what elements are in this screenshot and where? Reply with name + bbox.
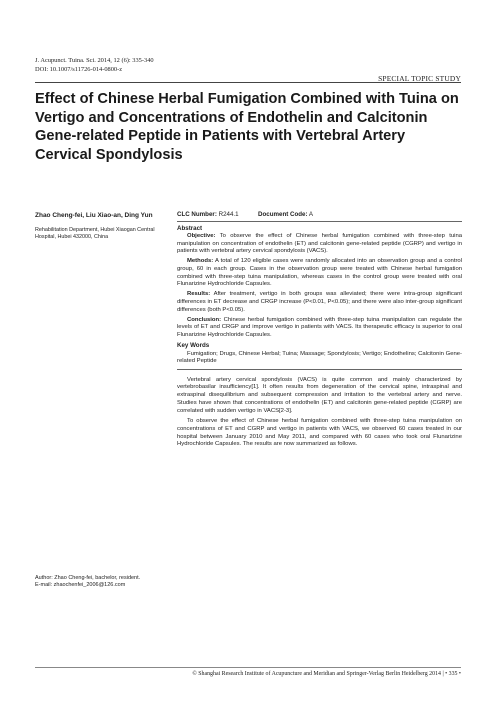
main-column: [177, 211, 462, 452]
methods-label: Methods:: [187, 258, 214, 265]
abstract-conclusion: [177, 317, 462, 340]
abstract-heading: Abstract: [177, 224, 203, 232]
doi: DOI: 10.1007/s11726-014-0800-z: [35, 65, 123, 73]
results-label: Results:: [187, 291, 211, 298]
abstract-divider: [177, 369, 462, 370]
journal-citation: J. Acupunct. Tuina. Sci. 2014, 12 (6): 335-340: [35, 57, 154, 64]
keywords-text: Fumigation; Drugs, Chinese Herbal; Tuina; Massage; Spondylosis; Vertigo; Endothelins; Calcitonin Gene-related Peptide: [177, 350, 462, 365]
methods-text: A total of 120 eligible cases were randomly allocated into an observation group and a control group, 60 in each group. Cases in the observation group were treated with Chinese herbal fumigation combined with three-step tuina manipulation, whereas cases in the control group were treated with oral Flunarizine Hydrochloride Capsules.: [177, 258, 463, 288]
abstract-results: [177, 291, 462, 314]
section-label: SPECIAL TOPIC STUDY: [378, 74, 461, 83]
article-title: Effect of Chinese Herbal Fumigation Combined with Tuina on Vertigo and Concentrations of Endothelin and Calcitonin Gene-related Peptide in Patients with Vertebral Artery Cervical Spondylosis: [35, 91, 459, 163]
author-column: [35, 212, 165, 241]
body-paragraph-2: To observe the effect of Chinese herbal fumigation combined with three-step tuina manipulation on concentrations of ET and CGRP and vertigo in patients with VACS, we observed 60 cases treated in our hospital between January 2010 and May 2011, and compared with 60 cases who took oral Flunarizine Hydrochloride Capsules. The results are now summarized as follows.: [177, 418, 462, 448]
author-note: Author: Zhao Cheng-fei, bachelor, resident.: [35, 575, 141, 581]
doc-code-value: A: [308, 211, 314, 218]
doc-code-label: Document Code:: [258, 211, 308, 218]
keywords-heading: Key Words: [177, 341, 210, 349]
body-paragraph-1: Vertebral artery cervical spondylosis (VACS) is quite common and mainly characterized by vertebrobasilar insufficiency[1]. It often results from degeneration of the cervical spine, intraspinal and extraspinal disequilibrium and subsequent compression and irritation to the vertebral artery and nerve. Studies have shown that concentrations of endothelin (ET) and calcitonin gene-related peptide (CGRP) are correlated with sudden vertigo in VACS[2-3].: [177, 376, 462, 414]
author-email: E-mail: zhaochenfei_2006@126.com: [35, 582, 126, 589]
abstract-methods: [177, 258, 462, 288]
footer-rule: [35, 667, 461, 668]
author-footnote: [35, 575, 170, 590]
page-footer: © Shanghai Research Institute of Acupuncture and Meridian and Springer-Verlag Berlin Heidelberg 2014 | • 335 •: [192, 671, 461, 677]
abstract-objective: [177, 233, 462, 256]
conclusion-label: Conclusion:: [187, 316, 222, 323]
header-rule: [35, 82, 461, 83]
journal-citation-block: [35, 57, 154, 74]
objective-text: To observe the effect of Chinese herbal fumigation combined with three-step tuina manipulation on concentration of endothelin (ET) and calcitonin gene-related peptide (CGRP) and vertigo in patients with vertebral artery cervical spondylosis (VACS).: [177, 233, 463, 255]
clc-label: CLC Number:: [177, 211, 217, 218]
affiliation: Rehabilitation Department, Hubei Xiaogan Central Hospital, Hubei 432000, China: [35, 226, 155, 240]
objective-label: Objective:: [187, 233, 216, 240]
results-text: After treatment, vertigo in both groups was alleviated; there were intra-group significant differences in ET decrease and CRGP increase (P<0.01, P<0.05); and there were also inter-group significant differences (both P<0.05).: [177, 291, 462, 313]
clc-value: R244.1: [218, 211, 239, 218]
authors: Zhao Cheng-fei, Liu Xiao-an, Ding Yun: [35, 212, 153, 219]
classification-line: [177, 211, 462, 222]
conclusion-text: Chinese herbal fumigation combined with three-step tuina manipulation can regulate the levels of ET and CRGP and improve vertigo in patients with VACS. Its therapeutic efficacy is superior to oral Flunarizine Hydrochloride Capsules.: [177, 316, 462, 338]
